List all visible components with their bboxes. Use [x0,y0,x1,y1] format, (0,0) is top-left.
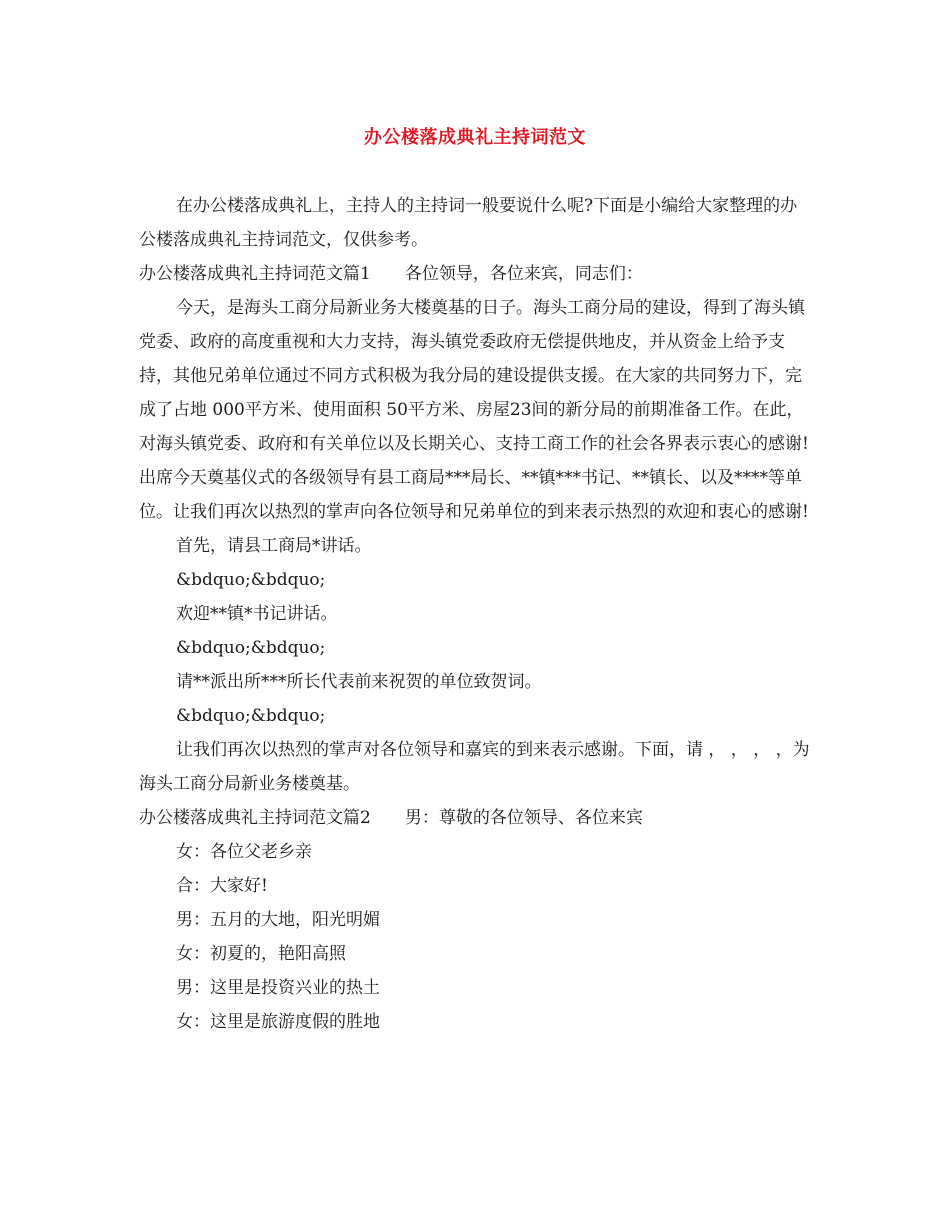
dialogue-line: 女：初夏的，艳阳高照 [176,944,346,964]
section-heading-2: 办公楼落成典礼主持词范文篇2 男：尊敬的各位领导、各位来宾 [139,808,643,828]
document-body [139,189,811,1039]
paragraph-closing: 让我们再次以热烈的掌声对各位领导和嘉宾的到来表示感谢。下面，请 ， ， ， ，为海头工商分局新业务楼奠基。 [139,740,810,794]
document-title: 办公楼落成典礼主持词范文 [364,127,586,148]
paragraph-line: 首先，请县工商局*讲话。 [176,536,372,556]
paragraph-line: &bdquo;&bdquo; [176,706,326,726]
dialogue-line: 女：各位父老乡亲 [176,842,312,862]
dialogue-line: 男：这里是投资兴业的热土 [176,978,380,998]
paragraph-line: 欢迎**镇*书记讲话。 [176,604,338,624]
paragraph-line: &bdquo;&bdquo; [176,638,326,658]
paragraph-main-speech: 今天，是海头工商分局新业务大楼奠基的日子。海头工商分局的建设，得到了海头镇党委、政府的高度重视和大力支持，海头镇党委政府无偿提供地皮，并从资金上给予支持，其他兄弟单位通过不同方式积极为我分局的建设提供支援。在大家的共同努力下，完成了占地 000平方米、使用面积 50平方米、房屋23间的新分局的前期准备工作。在此，对海头镇党委、政府和有关单位以及长期关心、支持工商工作的社会各界表示衷心的感谢!出席今天奠基仪式的各级领导有县工商局***局长、**镇***书记、**镇长、以及****等单位。让我们再次以热烈的掌声向各位领导和兄弟单位的到来表示热烈的欢迎和衷心的感谢! [139,298,809,522]
dialogue-line: 男：五月的大地，阳光明媚 [176,910,380,930]
paragraph-line: &bdquo;&bdquo; [176,570,326,590]
paragraph-line: 请**派出所***所长代表前来祝贺的单位致贺词。 [176,672,542,692]
dialogue-line: 合：大家好! [176,876,268,896]
section-heading-1: 办公楼落成典礼主持词范文篇1 各位领导，各位来宾，同志们： [139,264,643,284]
paragraph-intro: 在办公楼落成典礼上，主持人的主持词一般要说什么呢?下面是小编给大家整理的办公楼落成典礼主持词范文，仅供参考。 [139,196,798,250]
dialogue-line: 女：这里是旅游度假的胜地 [176,1012,380,1032]
